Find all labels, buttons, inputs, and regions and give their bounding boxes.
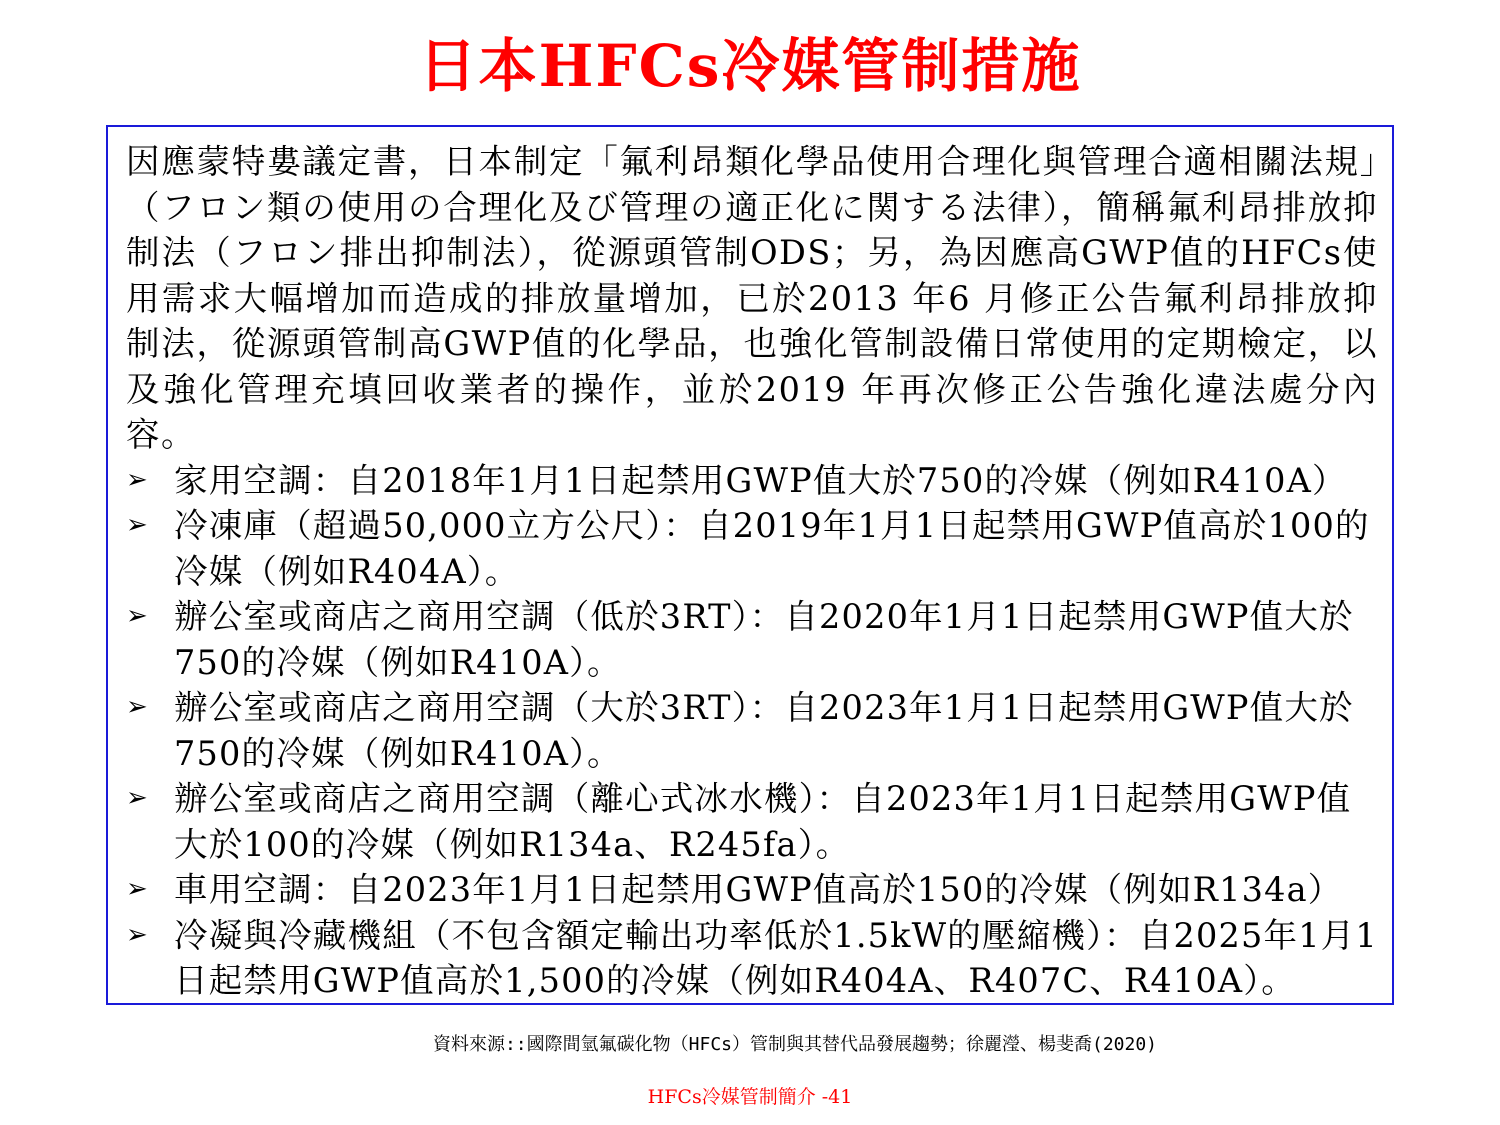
content-box — [106, 125, 1394, 1005]
list-item — [126, 458, 1378, 504]
source-citation: 資料來源::國際間氫氟碳化物（HFCs）管制與其替代品發展趨勢；徐麗瀅、楊斐喬(2020) — [432, 1034, 1158, 1055]
list-item-text: 冷凍庫（超過50,000立方公尺）：自2019年1月1日起禁用GWP值高於100的冷媒（例如R404A）。 — [174, 506, 1370, 591]
list-item — [126, 776, 1378, 867]
arrow-bullet-icon: ➢ — [126, 783, 149, 813]
list-item — [126, 867, 1378, 913]
intro-paragraph: 因應蒙特婁議定書，日本制定「氟利昂類化學品使用合理化與管理合適相關法規」（フロン類の使用の合理化及び管理の適正化に関する法律），簡稱氟利昂排放抑制法（フロン排出抑制法），從源頭管制ODS；另，為因應高GWP值的HFCs使用需求大幅增加而造成的排放量增加，已於2013 年6 月修正公告氟利昂排放抑制法，從源頭管制高GWP值的化學品，也強化管制設備日常使用的定期檢定，以及強化管理充填回收業者的操作，並於2019 年再次修正公告強化違法處分內容。 — [126, 142, 1378, 454]
list-item-text: 辦公室或商店之商用空調（離心式冰水機）：自2023年1月1日起禁用GWP值大於100的冷媒（例如R134a、R245fa）。 — [174, 779, 1352, 864]
arrow-bullet-icon: ➢ — [126, 692, 149, 722]
arrow-bullet-icon: ➢ — [126, 919, 149, 950]
list-item — [126, 503, 1378, 594]
list-item-text: 家用空調：自2018年1月1日起禁用GWP值大於750的冷媒（例如R410A） — [174, 460, 1347, 500]
list-item — [126, 685, 1378, 776]
arrow-bullet-icon: ➢ — [126, 601, 149, 631]
page-footer: HFCs冷媒管制簡介 -41 — [647, 1086, 853, 1108]
list-item-text: 冷凝與冷藏機組（不包含額定輸出功率低於1.5kW的壓縮機）：自2025年1月1日起禁用GWP值高於1,500的冷媒（例如R404A、R407C、R410A）。 — [174, 915, 1378, 1000]
list-item — [126, 594, 1378, 685]
arrow-bullet-icon: ➢ — [126, 464, 149, 495]
list-item — [126, 913, 1378, 1004]
arrow-bullet-icon: ➢ — [126, 874, 149, 904]
page-title: 日本HFCs冷媒管制措施 — [418, 32, 1082, 100]
list-item-text: 車用空調：自2023年1月1日起禁用GWP值高於150的冷媒（例如R134a） — [174, 870, 1343, 909]
list-item-text: 辦公室或商店之商用空調（大於3RT）：自2023年1月1日起禁用GWP值大於750的冷媒（例如R410A）。 — [174, 688, 1354, 773]
list-item-text: 辦公室或商店之商用空調（低於3RT）：自2020年1月1日起禁用GWP值大於750的冷媒（例如R410A）。 — [174, 597, 1354, 682]
arrow-bullet-icon: ➢ — [126, 510, 149, 540]
bullet-list — [126, 458, 1378, 1004]
